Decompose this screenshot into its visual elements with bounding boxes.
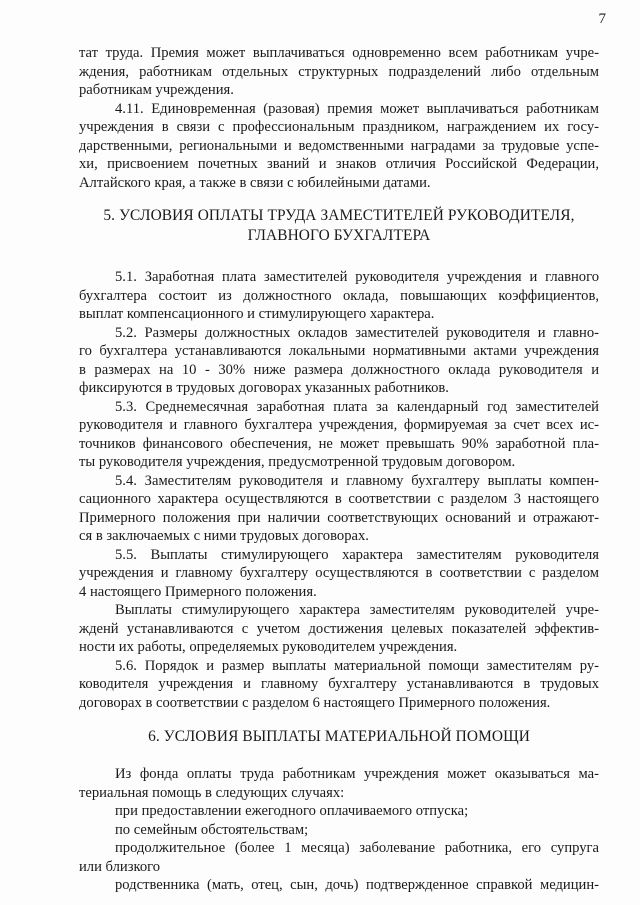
text-line: работникам учреждения. bbox=[79, 82, 234, 98]
list-item: при предоставлении ежегодного оплачиваемого отпуска; bbox=[115, 803, 469, 819]
paragraph-stimulus-start: Выплаты стимулирующего характера заместителям руководителей учре- bbox=[115, 602, 599, 618]
text-line: ты руководителя учреждения, предусмотренной трудовым договором. bbox=[79, 454, 516, 470]
text-line: ководителя учреждения и главному бухгалтеру устанавливаются в трудовых bbox=[79, 676, 599, 692]
text-line: дарственными, региональными и ведомственными наградами за трудовые успе- bbox=[79, 137, 599, 154]
text-line: выплат компенсационного и стимулирующего характера. bbox=[79, 306, 435, 322]
paragraph-4-11-start: 4.11. Единовременная (разовая) премия может выплачиваться работникам bbox=[115, 100, 599, 117]
text-line: ности их работы, определяемых руководителем учреждения. bbox=[79, 639, 458, 655]
text-line: Примерного положения при наличии соответствующих оснований и отражают- bbox=[79, 509, 599, 526]
section-5-heading-line-2: ГЛАВНОГО БУХГАЛТЕРА bbox=[247, 227, 431, 244]
section-6-heading: 6. УСЛОВИЯ ВЫПЛАТЫ МАТЕРИАЛЬНОЙ ПОМОЩИ bbox=[148, 728, 530, 745]
text-line: фиксируются в трудовых договорах указанных работников. bbox=[79, 380, 449, 396]
paragraph-5-4-start: 5.4. Заместителям руководителя и главному бухгалтеру выплаты компен- bbox=[115, 472, 599, 489]
text-line: бухгалтера состоит из должностного оклада, повышающих коэффициентов, bbox=[79, 287, 599, 304]
list-item: продолжительное (более 1 месяца) заболевание работника, его супруга bbox=[115, 840, 599, 856]
text-line: точников финансового обеспечения, не может превышать 90% заработной пла- bbox=[79, 435, 599, 452]
text-line: жденй устанавливаются с учетом достижения целевых показателей эффектив- bbox=[79, 620, 599, 637]
text-line: 4 настоящего Примерного положения. bbox=[79, 583, 317, 600]
page-number: 7 bbox=[598, 11, 606, 27]
text-line: ся в заключаемых с ними трудовых договорах. bbox=[79, 528, 369, 544]
text-line: договорах в соответствии с разделом 6 настоящего Примерного положения. bbox=[79, 694, 551, 711]
text-line: Алтайского края, а также в связи с юбилейными датами. bbox=[79, 174, 431, 191]
text-line: ждения, работникам отдельных структурных подразделений либо отдельным bbox=[79, 63, 599, 80]
paragraph-5-6-start: 5.6. Порядок и размер выплаты материальной помощи заместителям ру- bbox=[115, 657, 599, 674]
text-line: териальная помощь в следующих случаях: bbox=[79, 784, 345, 801]
text-line: родственника (мать, отец, сын, дочь) подтвержденное справкой медицин- bbox=[115, 877, 599, 893]
list-item: по семейным обстоятельствам; bbox=[115, 821, 309, 838]
paragraph-5-3-start: 5.3. Среднемесячная заработная плата за календарный год заместителей bbox=[115, 398, 599, 415]
paragraph-6-start: Из фонда оплаты труда работникам учреждения может оказываться ма- bbox=[115, 766, 599, 782]
document-body bbox=[79, 44, 599, 895]
text-line: учреждения в связи с профессиональным праздником, награждением их госу- bbox=[79, 119, 599, 135]
section-5-heading: 5. УСЛОВИЯ ОПЛАТЫ ТРУДА ЗАМЕСТИТЕЛЕЙ РУКОВОДИТЕЛЯ, bbox=[103, 207, 575, 224]
text-line: учреждения и главному бухгалтеру осуществляются в соответствии с разделом bbox=[79, 565, 599, 581]
text-line: тат труда. Премия может выплачиваться одновременно всем работникам учре- bbox=[79, 45, 599, 61]
text-line: го бухгалтера устанавливаются локальными нормативными актами учреждения bbox=[79, 343, 599, 359]
text-line: или близкого bbox=[79, 858, 161, 875]
paragraph-5-1-start: 5.1. Заработная плата заместителей руководителя учреждения и главного bbox=[115, 269, 599, 285]
text-line: хи, присвоением почетных званий и знаков отличия Российской Федерации, bbox=[79, 156, 599, 172]
paragraph-5-2-start: 5.2. Размеры должностных окладов заместителей руководителя и главно- bbox=[115, 324, 599, 341]
text-line: в размерах на 10 - 30% ниже размера должностного оклада руководителя и bbox=[79, 361, 599, 378]
text-line: сационного характера осуществляются в соответствии с разделом 3 настоящего bbox=[79, 491, 599, 507]
text-line: руководителя и главного бухгалтера учреждения, формируемая за счет всех ис- bbox=[79, 417, 599, 433]
paragraph-5-5-start: 5.5. Выплаты стимулирующего характера заместителям руководителя bbox=[115, 546, 599, 563]
